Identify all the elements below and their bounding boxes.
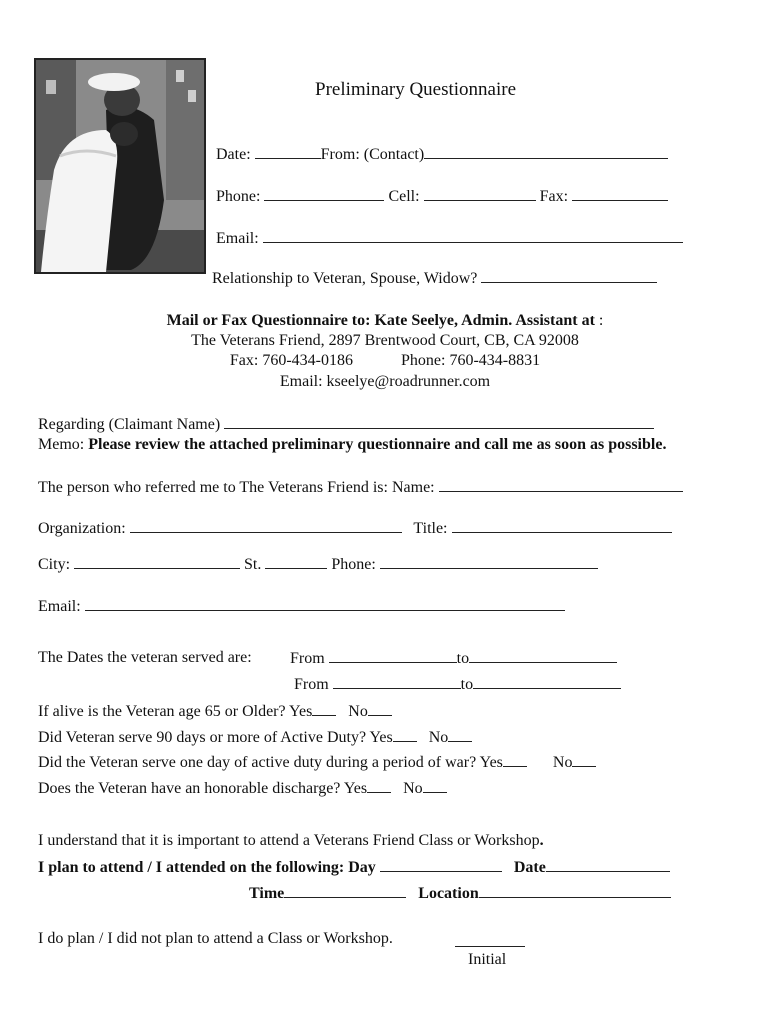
cell-field[interactable]: [424, 186, 536, 201]
phone-field[interactable]: [264, 186, 384, 201]
from-contact-label: From: (Contact): [320, 146, 425, 163]
understand-period: .: [539, 832, 544, 849]
to-word-1: to: [456, 650, 470, 667]
from-word-1: From: [290, 650, 325, 667]
time-location-row: [249, 883, 671, 904]
regarding-row: [38, 414, 654, 435]
relationship-field[interactable]: [481, 268, 657, 283]
cell-label: Cell:: [388, 188, 420, 205]
dates-served-label: The Dates the veteran served are:: [38, 649, 252, 666]
age-no-field[interactable]: [368, 701, 392, 716]
war-no-field[interactable]: [572, 752, 596, 767]
header-email-row: [216, 228, 683, 249]
state-field[interactable]: [265, 554, 327, 569]
served-to-field-1[interactable]: [469, 648, 617, 663]
from-contact-field[interactable]: [424, 144, 668, 159]
fax-field[interactable]: [572, 186, 668, 201]
relationship-label: Relationship to Veteran, Spouse, Widow?: [212, 270, 478, 287]
attend-time-field[interactable]: [284, 883, 406, 898]
referral-name-field[interactable]: [439, 477, 683, 492]
discharge-yes-label: Yes: [343, 780, 368, 797]
war-question: Did the Veteran serve one day of active duty during a period of war?: [38, 754, 477, 771]
regarding-label: Regarding (Claimant Name): [38, 416, 221, 433]
city-field[interactable]: [74, 554, 240, 569]
attend-time-label: Time: [249, 885, 285, 902]
date-field[interactable]: [255, 144, 321, 159]
attend-date-label: Date: [513, 859, 546, 876]
organization-row: [38, 518, 672, 539]
attend-date-field[interactable]: [546, 857, 670, 872]
city-row: [38, 554, 598, 575]
referral-email-row: [38, 596, 565, 617]
understand-row: [38, 831, 544, 851]
age-question-row: [38, 701, 392, 722]
referral-label: The person who referred me to The Veterans Friend is: Name:: [38, 479, 435, 496]
served-from-field-1[interactable]: [329, 648, 457, 663]
mail-heading-suffix: :: [598, 312, 604, 329]
mail-fax-phone: [0, 351, 770, 371]
war-no-label: No: [552, 754, 573, 771]
state-label: St.: [244, 556, 262, 573]
initial-label: Initial: [468, 951, 507, 968]
initial-field[interactable]: [455, 932, 525, 947]
mail-heading-text: Mail or Fax Questionnaire to: Kate Seelye, Admin. Assistant at: [166, 312, 595, 329]
understand-text: I understand that it is important to attend a Veterans Friend Class or Workshop: [38, 832, 540, 849]
city-phone-label: Phone:: [331, 556, 376, 573]
dates-served-row-2: [294, 674, 621, 695]
war-yes-label: Yes: [479, 754, 503, 771]
phone-label: Phone:: [216, 188, 261, 205]
active-duty-question: Did Veteran serve 90 days or more of Active Duty?: [38, 729, 367, 746]
from-word-2: From: [294, 676, 329, 693]
city-phone-field[interactable]: [380, 554, 598, 569]
discharge-question: Does the Veteran have an honorable discharge?: [38, 780, 341, 797]
title-label: Title:: [413, 520, 448, 537]
served-to-field-2[interactable]: [473, 674, 621, 689]
relationship-row: [212, 268, 657, 289]
mail-heading: [0, 311, 770, 331]
war-yes-field[interactable]: [503, 752, 527, 767]
dates-served-row-1: [290, 648, 617, 669]
mail-phone: Phone: 760-434-8831: [401, 352, 541, 369]
sailor-kiss-photo: [34, 58, 206, 274]
active-duty-yes-field[interactable]: [393, 727, 417, 742]
do-plan-text: I do plan / I did not plan to attend a Class or Workshop.: [38, 930, 393, 947]
active-duty-question-row: [38, 727, 472, 748]
memo-text: Please review the attached preliminary questionnaire and call me as soon as possible.: [88, 436, 667, 453]
mail-email: Email: kseelye@roadrunner.com: [279, 373, 491, 390]
date-from-row: [216, 144, 668, 165]
mail-address: The Veterans Friend, 2897 Brentwood Court, CB, CA 92008: [191, 332, 579, 349]
title-field[interactable]: [452, 518, 672, 533]
referral-row: [38, 477, 683, 498]
organization-label: Organization:: [38, 520, 126, 537]
age-yes-label: Yes: [289, 703, 313, 720]
active-duty-no-field[interactable]: [448, 727, 472, 742]
active-duty-no-label: No: [428, 729, 449, 746]
page-title: Preliminary Questionnaire: [315, 79, 517, 100]
photo-illustration: [36, 60, 204, 272]
fax-label: Fax:: [539, 188, 569, 205]
memo-row: [38, 435, 666, 455]
to-word-2: to: [460, 676, 474, 693]
phone-cell-fax-row: [216, 186, 668, 207]
mail-fax: Fax: 760-434-0186: [229, 352, 353, 369]
age-yes-field[interactable]: [312, 701, 336, 716]
discharge-no-field[interactable]: [423, 778, 447, 793]
attend-location-field[interactable]: [479, 883, 671, 898]
plan-attend-row: [38, 857, 670, 878]
organization-field[interactable]: [130, 518, 402, 533]
discharge-no-label: No: [403, 780, 423, 797]
header-email-label: Email:: [216, 230, 259, 247]
referral-email-field[interactable]: [85, 596, 565, 611]
header-email-field[interactable]: [263, 228, 683, 243]
active-duty-yes-label: Yes: [369, 729, 393, 746]
plan-label: I plan to attend / I attended on the following: Day: [38, 859, 376, 876]
age-no-label: No: [348, 703, 368, 720]
date-label: Date:: [216, 146, 251, 163]
discharge-question-row: [38, 778, 447, 799]
claimant-name-field[interactable]: [224, 414, 654, 429]
city-label: City:: [38, 556, 71, 573]
served-from-field-2[interactable]: [333, 674, 461, 689]
discharge-yes-field[interactable]: [367, 778, 391, 793]
memo-label: Memo:: [38, 436, 85, 453]
war-question-row: [38, 752, 596, 773]
referral-email-label: Email:: [38, 598, 81, 615]
attend-location-label: Location: [418, 885, 479, 902]
attend-day-field[interactable]: [380, 857, 502, 872]
age-question: If alive is the Veteran age 65 or Older?: [38, 703, 286, 720]
